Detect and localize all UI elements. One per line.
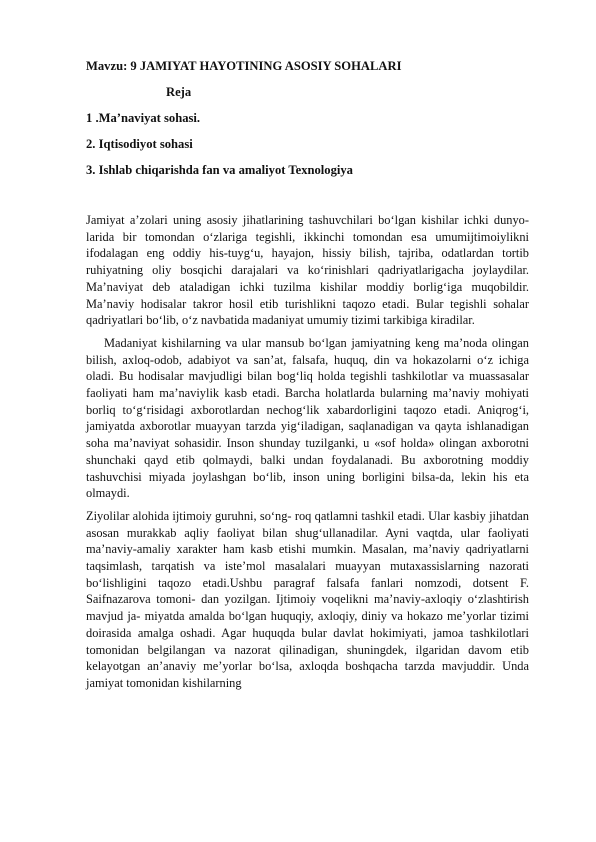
document-page xyxy=(86,58,529,698)
body-paragraph-1: Jamiyat a’zolari uning asosiy jihatlarining tashuvchilari bo‘lgan kishilar ichki dunyo- larida bir tomondan o‘zlariga tegishli, ikkinchi tomondan esa umumijtimoiylikni ifodalagan eng oddiy his-tuyg‘u, hayajon, hissiy bilish, tajriba, odatlardan tortib ruhiyatning oliy bosqichi darajalari va ko‘rinishlari qadriyatlarigacha joylaydilar. Ma’naviyat deb ataladigan ichki tuzilma kishilar moddiy borlig‘iga muqobildir. Ma’naviy hodisalar takror hosil etib turishlikni taqozo etadi. Bular tegishli sohalar qadriyatlari bo‘lib, o‘z navbatida madaniyat umumiy tizimi tarkibiga kiradilar. xyxy=(86,213,529,328)
body-paragraph-3: Ziyolilar alohida ijtimoiy guruhni, so‘ng- roq qatlamni tashkil etadi. Ular kasbiy jihatdan asosan murakkab aqliy faoliyat bilan shug‘ullanadilar. Ayni vaqtda, ular faoliyati ma’naviy-amaliy xarakter ham kasb etishi mumkin. Masalan, ma’naviy qadriyatlarni taqsimlash, tarqatish va iste’mol masalalari muayyan mutaxassislarning nazorati bo‘lishligini taqozo etadi.Ushbu paragraf falsafa fanlari nomzodi, dotsent F. Saifnazarova tomoni- dan yozilgan. Ijtimoiy voqelikni ma’naviy-axloqiy o‘zlashtirish mavjud ja- miyatda amalda bo‘lgan huquqiy, axloqiy, diniy va hokazo me’yorlar tizimi doirasida amalga oshadi. Agar huquqda bular davlat hokimiyati, jamoa tashkilotlari tomonidan belgilangan va nazorat qilinadigan, shuningdek, ilgaridan davom etib kelayotgan an’anaviy me’yorlar bo‘lsa, axloqda boshqacha tarzda mavjuddir. Unda jamiyat tomonidan kishilarning xyxy=(86,508,529,690)
plan-item-1: 1 .Ma’naviyat sohasi. xyxy=(86,111,201,125)
plan-item-2: 2. Iqtisodiyot sohasi xyxy=(86,137,193,151)
body-paragraph-2: Madaniyat kishilarning va ular mansub bo‘lgan jamiyatning keng ma’noda olingan bilish, axloq-odob, adabiyot va san’at, falsafa, huquq, din va hokazolarni o‘z ichiga oladi. Bu hodisalar mavjudligi bilan bog‘liq holda tegishli tashkilotlar va muassasalar faoliyati ham ma’naviylik kasb etadi. Barcha holatlarda bularning ma’naviy mohiyati borliq to‘g‘risidagi axborotlardan nechog‘lik xabardorligini taqozo etadi. Aniqrog‘i, jamiyatda axborotlar muayyan tarzda yig‘iladigan, saqlanadigan va qayta ishlanadigan soha ma’naviyat sohasidir. Inson shunday tuzilganki, u «sof holda» olingan axborotni shunchaki qayd etib qolmaydi, balki undan foydalanadi. Bu axborotning moddiy tashuvchisi miyada joylashgan bo‘lib, inson uning borligini bilsa-da, lekin his eta olmaydi. xyxy=(86,335,529,501)
plan-item-3: 3. Ishlab chiqarishda fan va amaliyot Texnologiya xyxy=(86,163,353,177)
page-title: Mavzu: 9 JAMIYAT HAYOTINING ASOSIY SOHALARI xyxy=(86,59,402,73)
plan-list xyxy=(86,110,529,178)
plan-heading: Reja xyxy=(166,85,192,99)
